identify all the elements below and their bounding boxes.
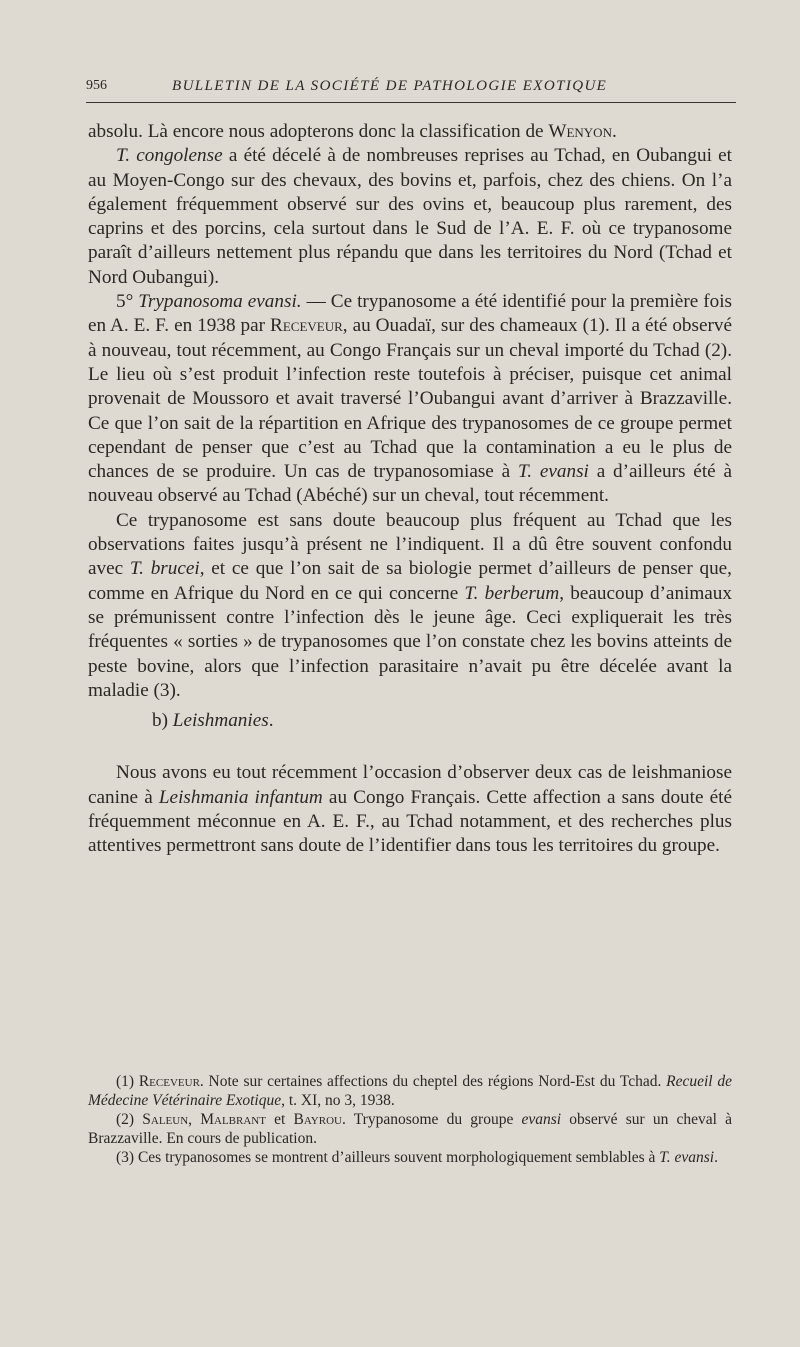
page-header — [86, 78, 736, 103]
body-text — [88, 120, 732, 859]
footnote-2: (2) Saleun, Malbrant et Bayrou. Trypanosome du groupe evansi observé sur un cheval à Brazzaville. En cours de publication. — [88, 1111, 733, 1147]
paragraph-1: absolu. Là encore nous adopterons donc la classification de Wenyon. — [88, 121, 617, 142]
author-receveur: Receveur — [270, 315, 343, 337]
footnote-3: (3) Ces trypanosomes se montrent d’ailleurs souvent morphologiquement semblables à T. evansi. — [116, 1149, 718, 1166]
section-heading-evansi: Trypanosoma evansi. — [138, 291, 302, 313]
footnotes — [88, 1072, 732, 1167]
footnote-1: (1) Receveur. Note sur certaines affections du cheptel des régions Nord-Est du Tchad. Recueil de Médecine Vétérinaire Exotique, t. XI, no 3, 1938. — [88, 1073, 732, 1109]
paragraph-frequency: Ce trypanosome est sans doute beaucoup plus fréquent au Tchad que les observations faites jusqu’à présent ne l’indiquent. Il a dû être souvent confondu avec T. brucei, et ce que l’on sait de sa biologie permet d’ailleurs de penser que, comme en Afrique du Nord en ce qui concerne T. berberum, beaucoup d’animaux se prémunissent contre l’infection dès le jeune âge. Ceci expliquerait les très fréquentes « sorties » de trypanosomes que l’on constate chez les bovins atteints de peste bovine, alors que l’infection parasitaire n’avait pu être décelée avant la maladie (3). — [88, 509, 732, 701]
paragraph-evansi: 5° Trypanosoma evansi. — Ce trypanosome a été identifié pour la première fois en A. E. F. en 1938 par Receveur, au Ouadaï, sur des chameaux (1). Il a été observé à nouveau, tout récemment, au Congo Français sur un cheval importé du Tchad (2). Le lieu où s’est produit l’infection reste toutefois à préciser, puisque cet animal provenait de Moussoro et avait traversé l’Oubangui avant d’arriver à Brazzaville. Ce que l’on sait de la répartition en Afrique des trypanosomes de ce groupe permet cependant de penser que c’est au Tchad que la contamination a eu le plus de chances de se produire. Un cas de trypanosomiase à T. evansi a d’ailleurs été à nouveau observé au Tchad (Abéché) sur un cheval, tout récemment. — [88, 291, 733, 507]
paragraph-leishmaniose: Nous avons eu tout récemment l’occasion d’observer deux cas de leishmaniose canine à Leishmania infantum au Congo Français. Cette affection a sans doute été fréquemment méconnue en A. E. F., au Tchad notamment, et des recherches plus attentives permettront sans doute de l’identifier dans tous les territoires du groupe. — [88, 762, 732, 857]
author-wenyon: Wenyon — [548, 121, 612, 142]
subheading-leishmanies: b) Leishmanies. — [152, 710, 274, 732]
page-number: 956 — [86, 78, 107, 93]
paragraph-congolense: T. congolense a été décelé à de nombreuses reprises au Tchad, en Oubangui et au Moyen-Congo sur des chevaux, des bovins et, parfois, chez des chiens. On l’a également fréquemment observé sur des ovins et, beaucoup plus rarement, des caprins et des porcins, cela surtout dans le Sud de l’A. E. F. où ce trypanosome paraît d’ailleurs nettement plus répandu que dans les territoires du Nord (Tchad et Nord Oubangui). — [88, 145, 732, 288]
species-name: T. congolense — [116, 145, 223, 167]
running-title: BULLETIN DE LA SOCIÉTÉ DE PATHOLOGIE EXOTIQUE — [172, 78, 608, 94]
